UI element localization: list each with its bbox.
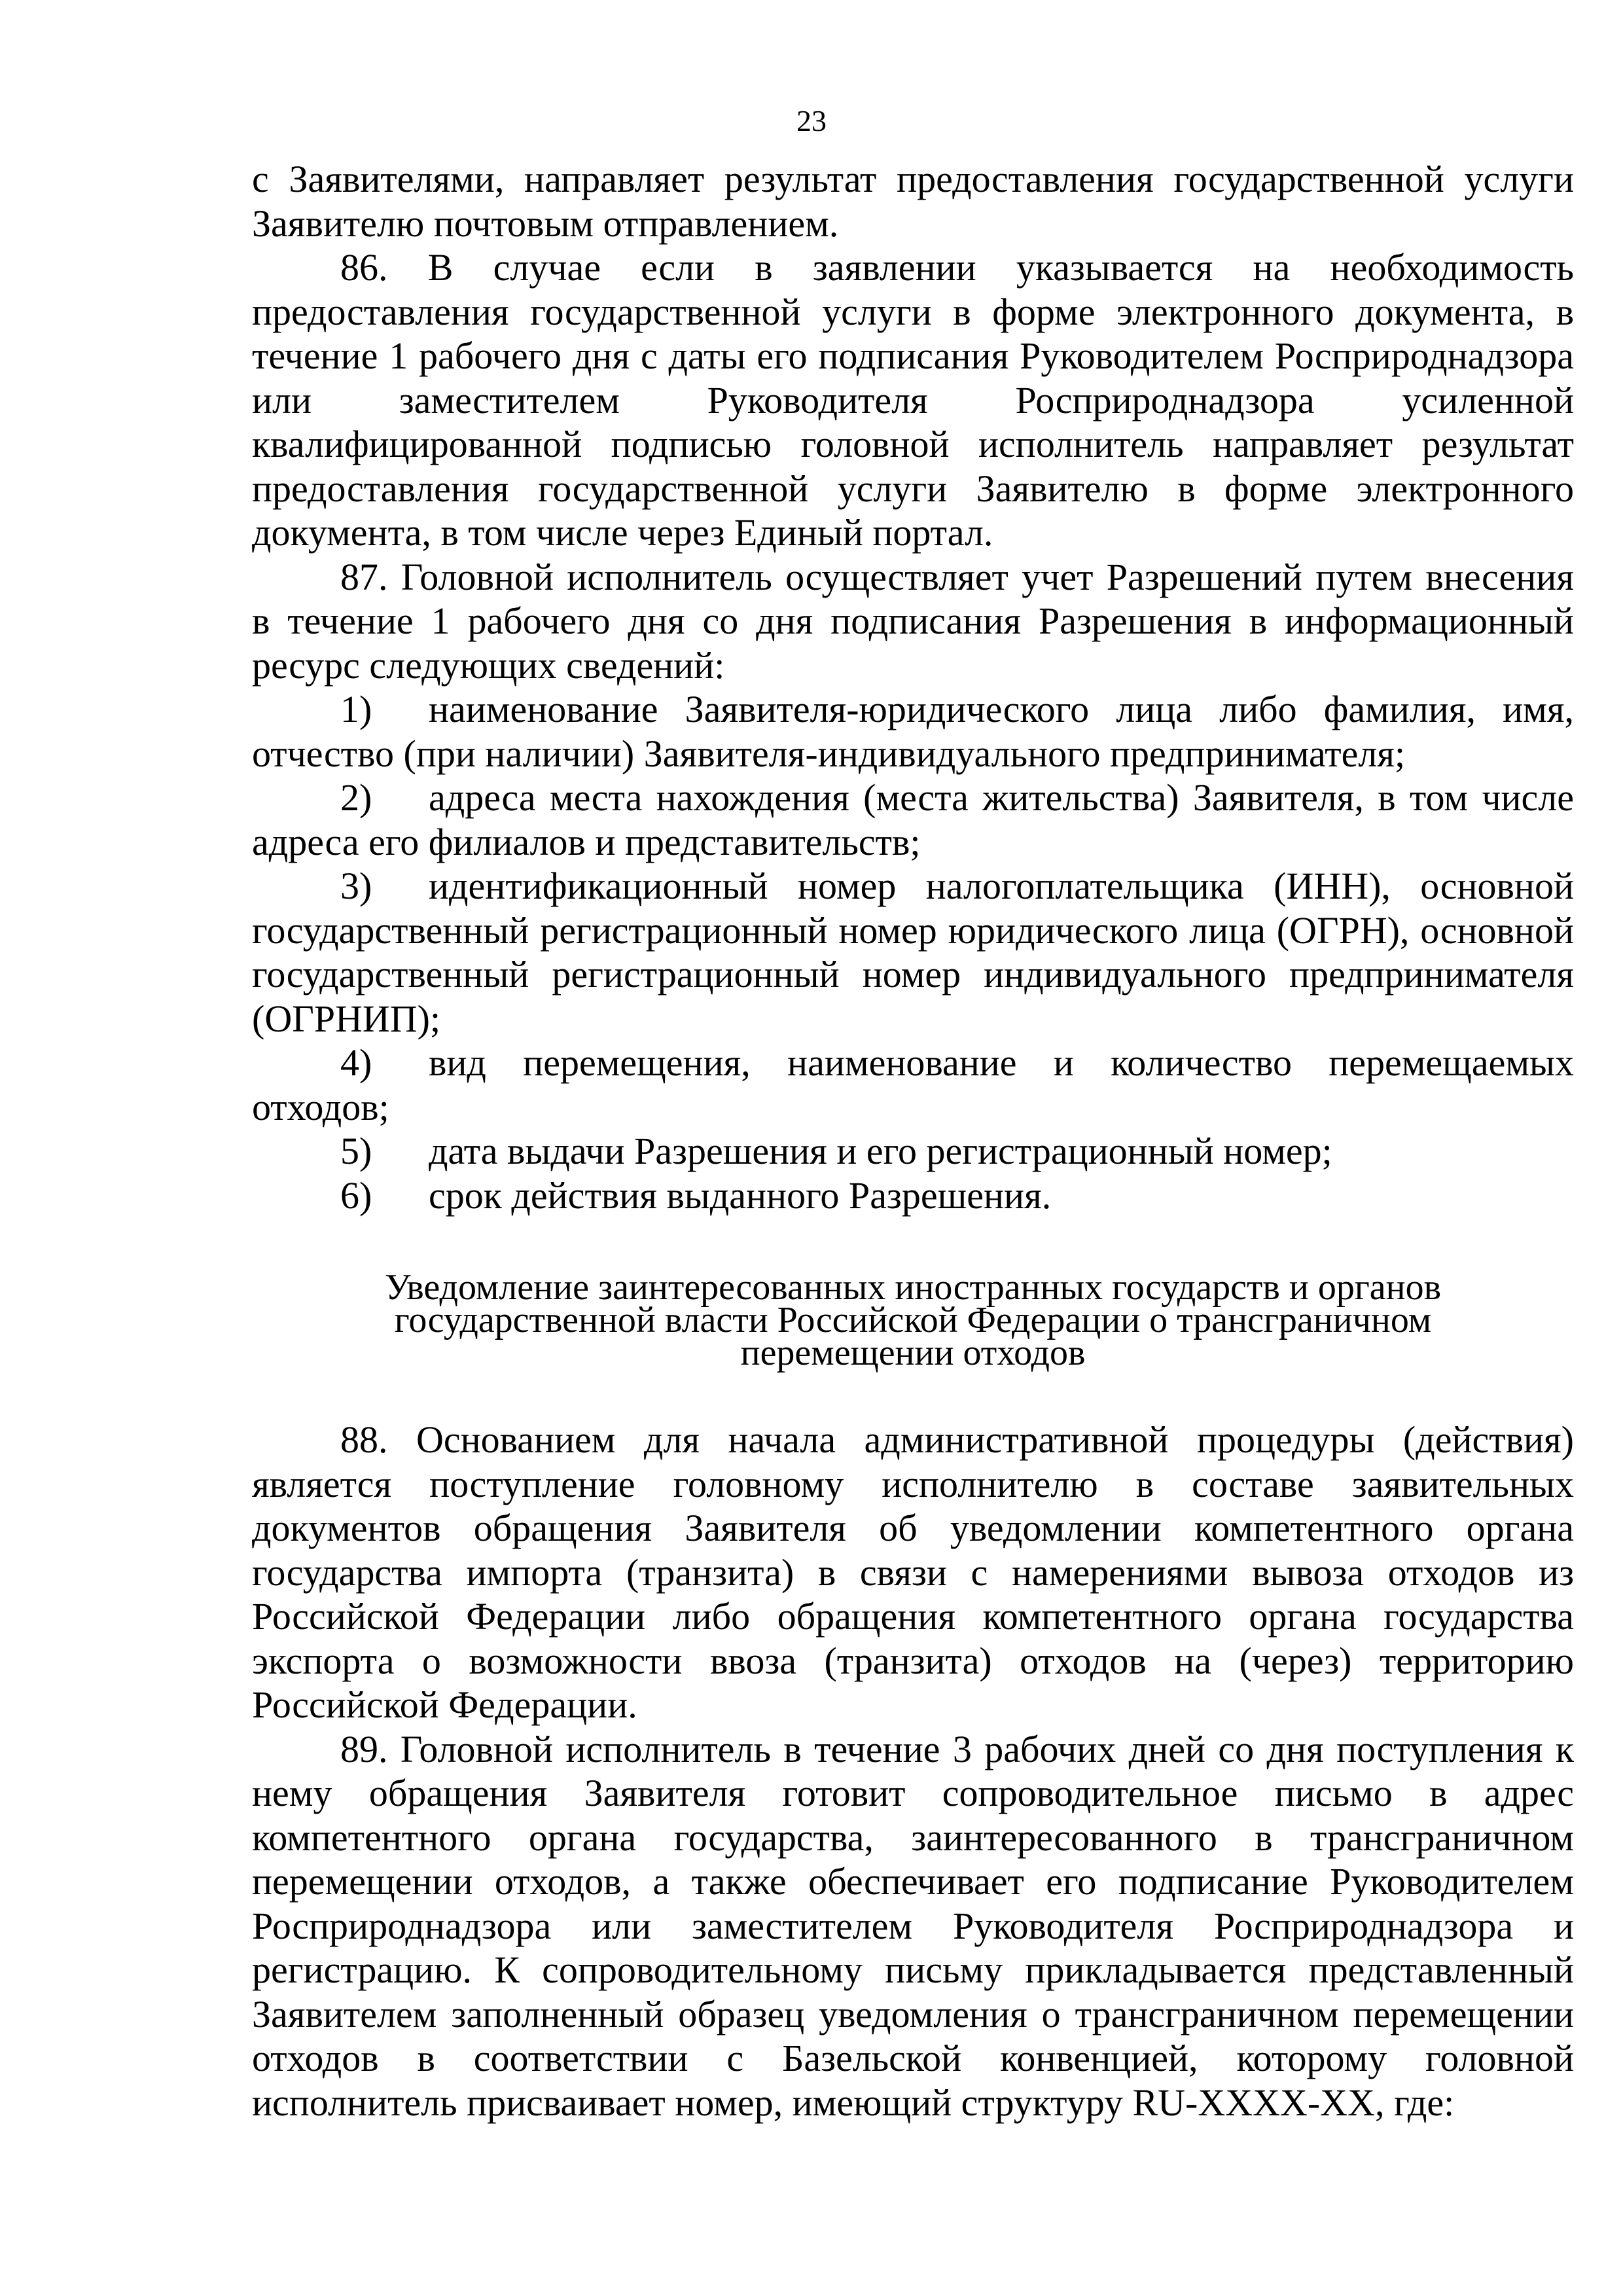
section-heading-line: перемещении отходов [740, 1333, 1086, 1373]
list-item-text: идентификационный номер налогоплательщика (ИНН), основной государственный регистрационный номер юридического лица (ОГРН), основной государственный регистрационный номер индивидуального предпринимателя (ОГРНИП); [252, 865, 1574, 1040]
list-item [252, 1041, 1574, 1129]
list-item-text: адреса места нахождения (места жительства) Заявителя, в том числе адреса его филиалов и представительств; [252, 776, 1574, 863]
list-item [252, 1174, 1574, 1218]
list-item-text: срок действия выданного Разрешения. [429, 1174, 1052, 1217]
list-item-number: 4) [340, 1041, 372, 1084]
list-item-number: 5) [340, 1130, 372, 1172]
paragraph-88: 88. Основанием для начала административной процедуры (действия) является поступление головному исполнителю в составе заявительных документов обращения Заявителя об уведомлении компетентного органа государства импорта (транзита) в связи с намерениями вывоза отходов из Российской Федерации либо обращения компетентного органа государства экспорта о возможности ввоза (транзита) отходов на (через) территорию Российской Федерации. [252, 1418, 1574, 1726]
paragraph-87: 87. Головной исполнитель осуществляет учет Разрешений путем внесения в течение 1 рабочего дня со дня подписания Разрешения в информационный ресурс следующих сведений: [252, 555, 1574, 687]
section-heading-line: Уведомление заинтересованных иностранных государств и органов [384, 1267, 1442, 1308]
list-item [252, 687, 1574, 776]
list-item-text: наименование Заявителя-юридического лица либо фамилия, имя, отчество (при наличии) Заявителя-индивидуального предпринимателя; [252, 688, 1574, 775]
list-item-number: 2) [340, 776, 372, 819]
list-item-text: вид перемещения, наименование и количество перемещаемых отходов; [252, 1041, 1574, 1128]
list-item-number: 6) [340, 1174, 372, 1217]
list-item-number: 1) [340, 688, 372, 730]
paragraph-86: 86. В случае если в заявлении указывается на необходимость предоставления государственной услуги в форме электронного документа, в течение 1 рабочего дня с даты его подписания Руководителем Росприроднадзора или заместителем Руководителя Росприроднадзора усиленной квалифицированной подписью головной исполнитель направляет результат предоставления государственной услуги Заявителю в форме электронного документа, в том числе через Единый портал. [252, 246, 1574, 554]
list-item [252, 776, 1574, 864]
page-number: 23 [796, 104, 827, 137]
list-item [252, 864, 1574, 1041]
list-item-text: дата выдачи Разрешения и его регистрационный номер; [429, 1130, 1332, 1172]
section-heading-line: государственной власти Российской Федерации о трансграничном [394, 1300, 1432, 1340]
list-item [252, 1129, 1574, 1174]
list-item-number: 3) [340, 865, 372, 907]
document-body [252, 157, 1574, 2125]
paragraph-continuation: с Заявителями, направляет результат предоставления государственной услуги Заявителю почтовым отправлением. [252, 158, 1574, 245]
paragraph-89: 89. Головной исполнитель в течение 3 рабочих дней со дня поступления к нему обращения Заявителя готовит сопроводительное письмо в адрес компетентного органа государства, заинтересованного в трансграничном перемещении отходов, а также обеспечивает его подписание Руководителем Росприроднадзора или заместителем Руководителя Росприроднадзора и регистрацию. К сопроводительному письму прикладывается представленный Заявителем заполненный образец уведомления о трансграничном перемещении отходов в соответствии с Базельской конвенцией, которому головной исполнитель присваивает номер, имеющий структуру RU-XXXX-XX, где: [252, 1727, 1574, 2124]
section-heading [252, 1267, 1574, 1373]
